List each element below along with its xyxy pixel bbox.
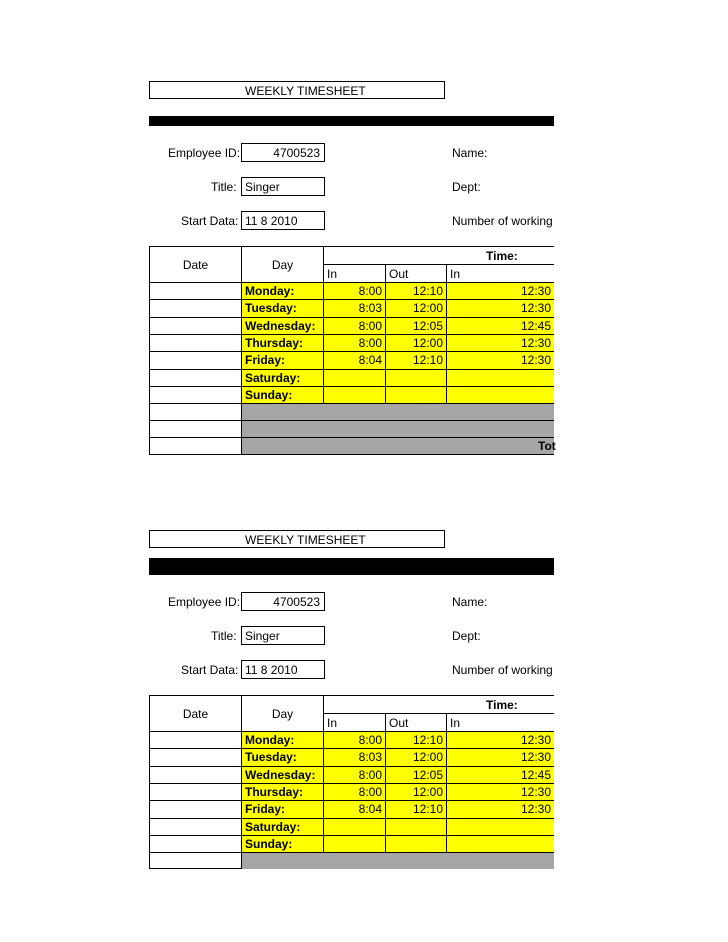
in-cell[interactable]: 8:00: [323, 783, 385, 800]
in2-cell[interactable]: 12:30: [446, 299, 554, 317]
day-cell: Sunday:: [241, 835, 323, 852]
day-cell: Saturday:: [241, 818, 323, 835]
date-cell[interactable]: [149, 317, 241, 334]
employee-id-value: 4700523: [273, 146, 320, 160]
header-date: Date: [149, 246, 241, 282]
in-cell[interactable]: [323, 818, 385, 835]
title-field[interactable]: [241, 177, 325, 196]
date-cell[interactable]: [149, 818, 241, 835]
out-cell[interactable]: 12:10: [385, 731, 446, 748]
in2-cell[interactable]: 12:30: [446, 748, 554, 766]
out-cell[interactable]: 12:00: [385, 334, 446, 351]
name-label: Name:: [452, 595, 488, 609]
date-cell[interactable]: [149, 386, 241, 403]
day-cell: Friday:: [241, 351, 323, 369]
timesheet-title: WEEKLY TIMESHEET: [245, 533, 366, 547]
date-cell[interactable]: [149, 766, 241, 783]
out-cell[interactable]: [385, 818, 446, 835]
start-date-field[interactable]: [241, 211, 325, 230]
out-cell[interactable]: 12:05: [385, 766, 446, 783]
day-cell: Sunday:: [241, 386, 323, 403]
header-time: Time:: [486, 249, 518, 263]
total-label: Tot: [538, 439, 556, 453]
start-date-label: Start Data:: [181, 663, 239, 677]
day-cell: Thursday:: [241, 334, 323, 351]
out-cell[interactable]: [385, 386, 446, 403]
total-row: [241, 437, 554, 455]
employee-id-label: Employee ID:: [168, 595, 241, 609]
day-cell: Tuesday:: [241, 748, 323, 766]
title-label: Title:: [211, 629, 237, 643]
summary-blank-cell: [149, 420, 241, 437]
summary-blank-cell: [149, 437, 241, 455]
in-cell[interactable]: 8:04: [323, 800, 385, 818]
title-value: Singer: [245, 629, 280, 643]
employee-id-field[interactable]: [241, 592, 325, 611]
header-time-cell: [323, 695, 554, 713]
in-cell[interactable]: 8:04: [323, 351, 385, 369]
date-cell[interactable]: [149, 783, 241, 800]
day-cell: Friday:: [241, 800, 323, 818]
working-days-label: Number of working: [452, 663, 553, 677]
header-date: Date: [149, 695, 241, 731]
in2-cell[interactable]: [446, 818, 554, 835]
in-cell[interactable]: 8:00: [323, 317, 385, 334]
header-day: Day: [241, 246, 323, 282]
date-cell[interactable]: [149, 835, 241, 852]
table-bottom-border: [149, 454, 554, 455]
in2-cell[interactable]: [446, 369, 554, 386]
date-cell[interactable]: [149, 748, 241, 766]
day-cell: Wednesday:: [241, 317, 323, 334]
date-cell[interactable]: [149, 282, 241, 299]
in2-cell[interactable]: 12:30: [446, 334, 554, 351]
day-cell: Saturday:: [241, 369, 323, 386]
date-cell[interactable]: [149, 731, 241, 748]
header-in-2: In: [446, 713, 554, 731]
name-label: Name:: [452, 146, 488, 160]
out-cell[interactable]: 12:10: [385, 800, 446, 818]
out-cell[interactable]: [385, 369, 446, 386]
out-cell[interactable]: 12:10: [385, 282, 446, 299]
summary-blank-cell: [149, 403, 241, 420]
time-table: [149, 695, 554, 871]
header-out: Out: [385, 264, 446, 282]
in2-cell[interactable]: 12:30: [446, 731, 554, 748]
start-date-value: 11 8 2010: [245, 214, 298, 228]
header-in-2: In: [446, 264, 554, 282]
header-out: Out: [385, 713, 446, 731]
timesheet-title-box: [149, 81, 445, 99]
in2-cell[interactable]: 12:45: [446, 317, 554, 334]
title-label: Title:: [211, 180, 237, 194]
employee-id-label: Employee ID:: [168, 146, 241, 160]
employee-id-value: 4700523: [273, 595, 320, 609]
header-time: Time:: [486, 698, 518, 712]
summary-shaded-row: [241, 403, 554, 420]
start-date-label: Start Data:: [181, 214, 239, 228]
title-field[interactable]: [241, 626, 325, 645]
table-bottom-border: [149, 868, 241, 869]
day-cell: Monday:: [241, 282, 323, 299]
out-cell[interactable]: 12:00: [385, 748, 446, 766]
header-day: Day: [241, 695, 323, 731]
title-value: Singer: [245, 180, 280, 194]
out-cell[interactable]: 12:00: [385, 299, 446, 317]
out-cell[interactable]: [385, 835, 446, 852]
in-cell[interactable]: 8:00: [323, 731, 385, 748]
summary-shaded-row: [241, 420, 554, 437]
date-cell[interactable]: [149, 334, 241, 351]
timesheet-title: WEEKLY TIMESHEET: [245, 84, 366, 98]
out-cell[interactable]: 12:10: [385, 351, 446, 369]
in-cell[interactable]: 8:00: [323, 334, 385, 351]
day-cell: Wednesday:: [241, 766, 323, 783]
start-date-value: 11 8 2010: [245, 663, 298, 677]
working-days-label: Number of working: [452, 214, 553, 228]
day-cell: Tuesday:: [241, 299, 323, 317]
timesheet-title-box: [149, 530, 445, 548]
header-time-cell: [323, 246, 554, 264]
in2-cell[interactable]: 12:30: [446, 783, 554, 800]
out-cell[interactable]: 12:05: [385, 317, 446, 334]
summary-shaded-row: [241, 852, 554, 869]
in-cell[interactable]: [323, 835, 385, 852]
in2-cell[interactable]: 12:45: [446, 766, 554, 783]
day-cell: Thursday:: [241, 783, 323, 800]
in-cell[interactable]: 8:03: [323, 748, 385, 766]
header-bar: [149, 116, 554, 126]
out-cell[interactable]: 12:00: [385, 783, 446, 800]
start-date-field[interactable]: [241, 660, 325, 679]
in2-cell[interactable]: 12:30: [446, 800, 554, 818]
day-cell: Monday:: [241, 731, 323, 748]
in2-cell[interactable]: [446, 386, 554, 403]
in2-cell[interactable]: 12:30: [446, 282, 554, 299]
in2-cell[interactable]: 12:30: [446, 351, 554, 369]
in-cell[interactable]: [323, 369, 385, 386]
dept-label: Dept:: [452, 629, 481, 643]
in-cell[interactable]: 8:03: [323, 299, 385, 317]
header-in: In: [323, 713, 385, 731]
in-cell[interactable]: 8:00: [323, 282, 385, 299]
time-table: [149, 246, 554, 456]
employee-id-field[interactable]: [241, 143, 325, 162]
date-cell[interactable]: [149, 800, 241, 818]
header-in: In: [323, 264, 385, 282]
header-bar: [149, 558, 554, 575]
summary-blank-cell: [149, 852, 241, 869]
date-cell[interactable]: [149, 299, 241, 317]
dept-label: Dept:: [452, 180, 481, 194]
date-cell[interactable]: [149, 369, 241, 386]
in-cell[interactable]: 8:00: [323, 766, 385, 783]
in-cell[interactable]: [323, 386, 385, 403]
in2-cell[interactable]: [446, 835, 554, 852]
date-cell[interactable]: [149, 351, 241, 369]
